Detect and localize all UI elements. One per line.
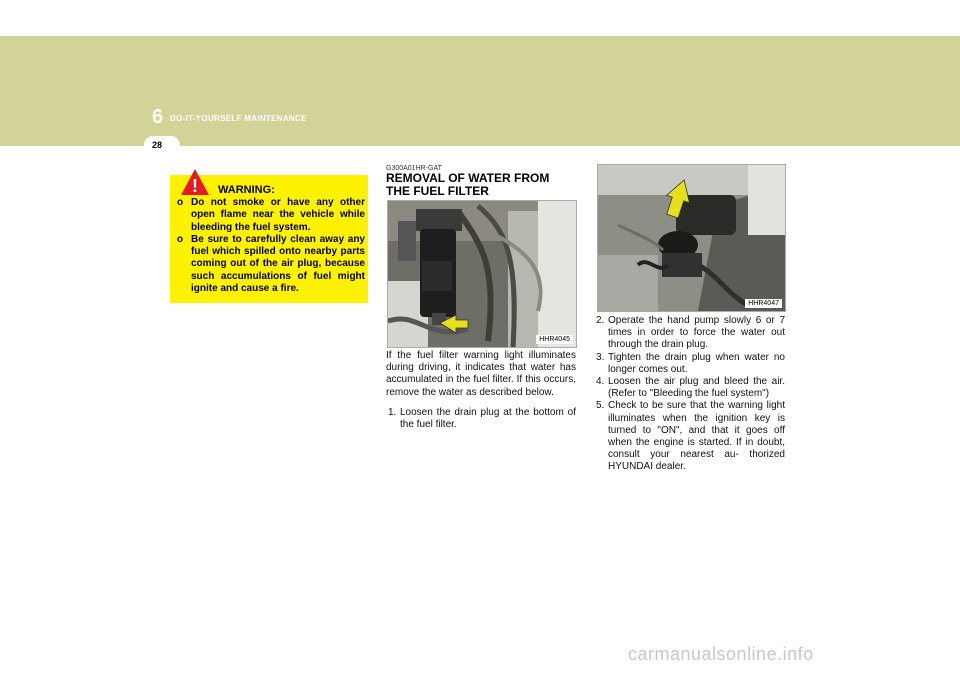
step-item bbox=[388, 407, 576, 431]
step-item bbox=[596, 376, 785, 400]
warning-bullet: o bbox=[177, 197, 184, 208]
chapter-title: DO-IT-YOURSELF MAINTENANCE bbox=[170, 114, 307, 123]
hand-pump-photo bbox=[597, 164, 786, 312]
watermark: carmanualsonline.info bbox=[628, 644, 814, 664]
step-text: Check to be sure that the warning light illuminates when the ignition key is turned to "ON", and that it goes off when the engine is started. If in doubt, consult your nearest au- thorized HYUNDAI dealer. bbox=[608, 400, 785, 473]
steps-column bbox=[596, 315, 785, 474]
step-number: 3. bbox=[596, 351, 605, 363]
step-number: 2. bbox=[596, 315, 605, 326]
warning-bullet: o bbox=[177, 233, 184, 245]
fuel-filter-photo bbox=[387, 200, 577, 348]
step-text: Operate the hand pump slowly 6 or 7 times in order to force the water out through the drain plug. bbox=[608, 315, 785, 351]
header-band bbox=[0, 36, 960, 146]
section-title: REMOVAL OF WATER FROM THE FUEL FILTER bbox=[386, 171, 550, 198]
fuel-filter-illustration bbox=[388, 201, 576, 347]
warning-list bbox=[177, 197, 365, 295]
step-number: 1. bbox=[388, 406, 397, 418]
step-number: 4. bbox=[596, 376, 605, 388]
step-item bbox=[596, 400, 785, 473]
page-number: 28 bbox=[152, 140, 163, 150]
warning-item bbox=[177, 234, 365, 295]
warning-triangle-icon bbox=[180, 168, 210, 196]
intro-paragraph: If the fuel filter warning light illuminates during driving, it indicates that water has accumulated in the fuel filter. If this occurs, remove the water as described below. bbox=[386, 350, 576, 398]
chapter-number: 6 bbox=[152, 106, 164, 128]
step-item bbox=[596, 315, 785, 352]
steps-list-1 bbox=[388, 407, 576, 431]
step-item bbox=[596, 352, 785, 376]
warning-item-text: Do not smoke or have any other open flame near the vehicle while bleeding the fuel system. bbox=[191, 197, 365, 233]
photo-label: HHR4047 bbox=[745, 299, 782, 308]
step-number: 5. bbox=[596, 400, 605, 412]
section-code: G300A01HR-GAT bbox=[386, 165, 442, 172]
warning-item-text: Be sure to carefully clean away any fuel which spilled onto nearby parts coming out of the air plug, because such accumulations of fuel might ignite and cause a fire. bbox=[191, 233, 365, 295]
warning-item bbox=[177, 197, 365, 234]
section-body bbox=[386, 350, 576, 431]
steps-list-2 bbox=[596, 315, 785, 474]
photo-label: HHR4045 bbox=[536, 335, 573, 344]
step-text: Loosen the air plug and bleed the air. (Refer to "Bleeding the fuel system") bbox=[608, 376, 785, 400]
hand-pump-illustration bbox=[598, 165, 785, 311]
warning-title: WARNING: bbox=[218, 184, 275, 196]
svg-text:!: ! bbox=[192, 176, 198, 196]
step-text: Loosen the drain plug at the bottom of the fuel filter. bbox=[400, 406, 576, 431]
step-text: Tighten the drain plug when water no longer comes out. bbox=[608, 351, 785, 375]
